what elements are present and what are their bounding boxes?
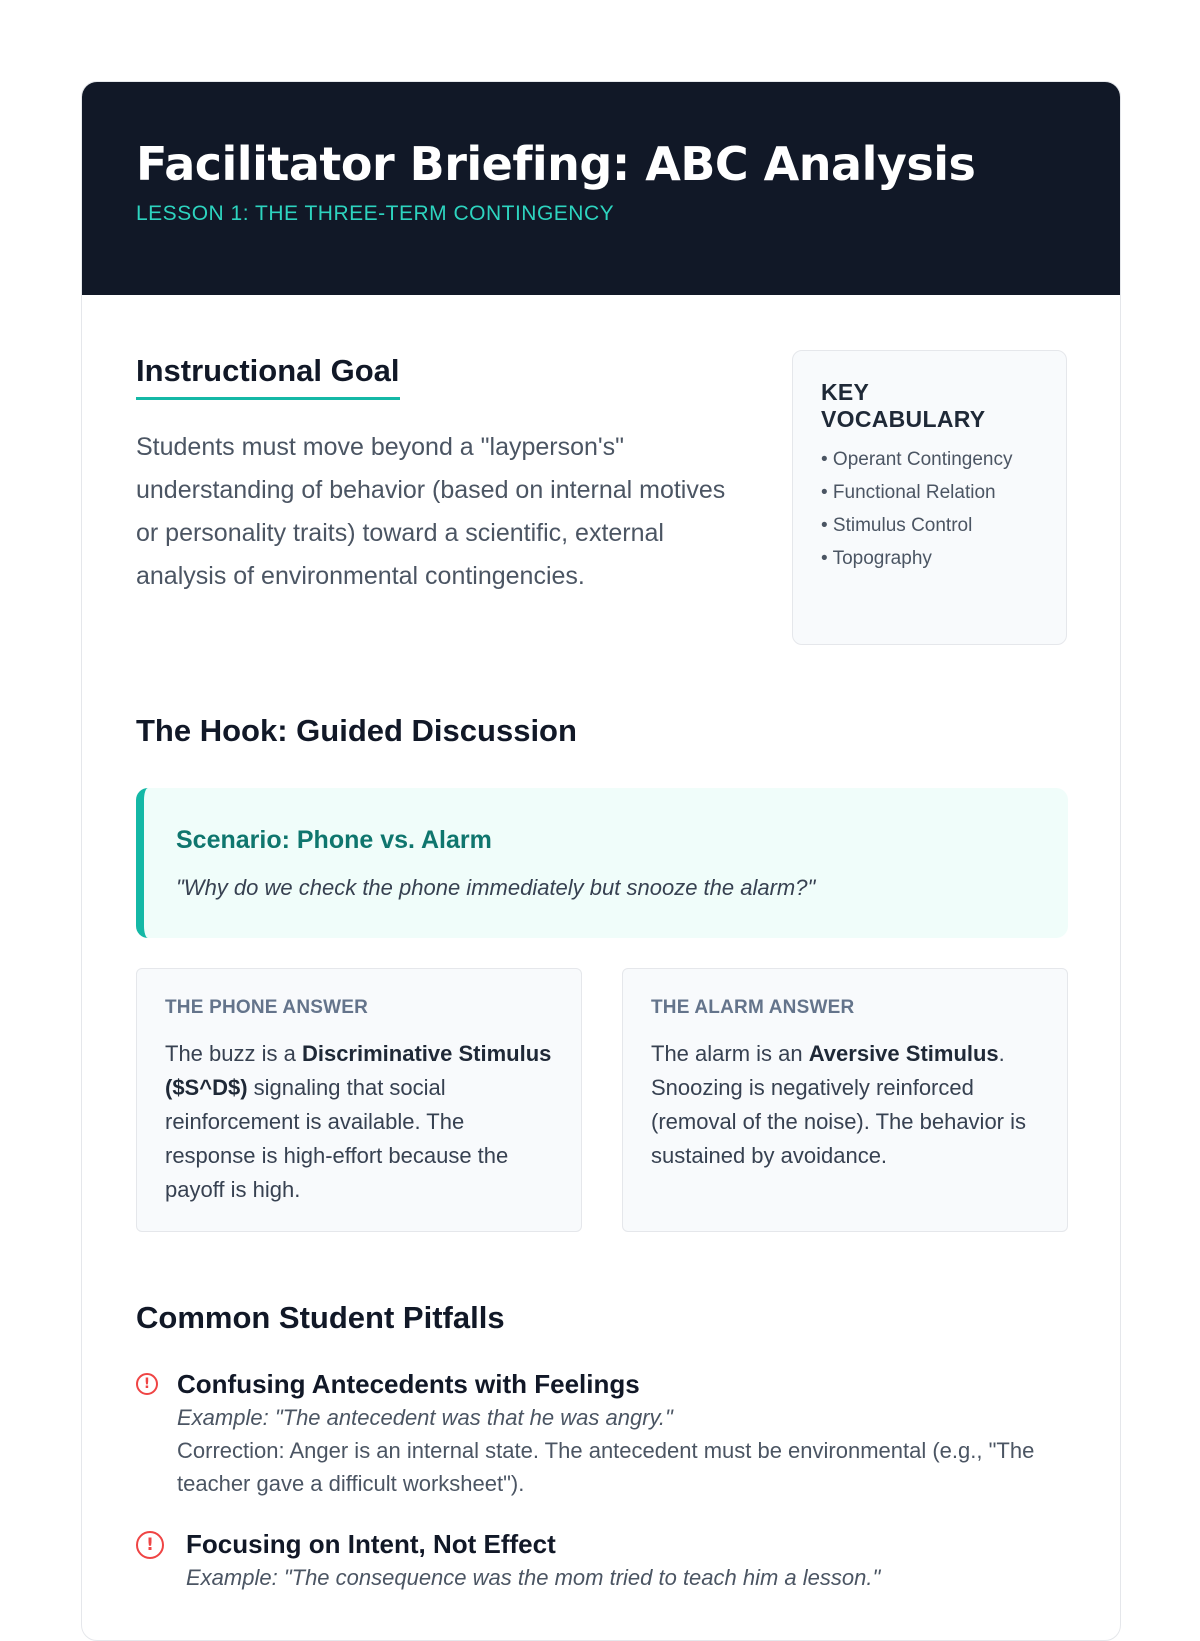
- phone-answer-rest: signaling that social reinforcement is available. The response is high-effort because the payoff is high.: [165, 1075, 509, 1202]
- phone-answer-term: Discriminative Stimulus ($S^D$): [165, 1041, 552, 1100]
- lesson-subtitle: LESSON 1: THE THREE-TERM CONTINGENCY: [136, 202, 615, 225]
- page-title: Facilitator Briefing: ABC Analysis: [136, 137, 976, 191]
- instructional-goal-text: Students must move beyond a "layperson's" understanding of behavior (based on internal motives or personality traits) toward a scientific, external analysis of environmental contingencies.: [136, 433, 726, 590]
- header-banner: [82, 82, 1120, 295]
- phone-answer-text: [165, 1037, 553, 1207]
- alarm-answer-text: [651, 1037, 1039, 1173]
- alert-circle-icon: !: [136, 1531, 164, 1559]
- alarm-answer-lead: The alarm is an: [651, 1041, 809, 1066]
- pitfall-example: Example: "The consequence was the mom tried to teach him a lesson.": [186, 1565, 881, 1590]
- scenario-callout: [136, 788, 1068, 938]
- alarm-answer-rest: . Snoozing is negatively reinforced (removal of the noise). The behavior is sustained by avoidance.: [651, 1041, 1026, 1168]
- phone-answer-card: [136, 968, 582, 1232]
- alarm-answer-heading: THE ALARM ANSWER: [651, 997, 855, 1018]
- pitfall-body: [177, 1367, 1068, 1500]
- pitfall-example: Example: "The antecedent was that he was angry.": [177, 1405, 673, 1430]
- alarm-answer-term: Aversive Stimulus: [808, 1041, 999, 1066]
- scenario-quote: "Why do we check the phone immediately but snooze the alarm?": [176, 875, 816, 900]
- instructional-goal-section: [136, 353, 736, 598]
- vocabulary-list: [821, 447, 1038, 572]
- vocabulary-item: • Stimulus Control: [821, 515, 973, 536]
- pitfall-item: [136, 1367, 1068, 1500]
- briefing-card: [81, 81, 1121, 1641]
- hook-heading: The Hook: Guided Discussion: [136, 713, 577, 748]
- pitfall-item: [136, 1527, 1068, 1594]
- key-vocabulary-box: [792, 350, 1067, 645]
- scenario-title: Scenario: Phone vs. Alarm: [176, 826, 492, 854]
- alert-circle-icon: !: [136, 1373, 158, 1395]
- key-vocabulary-heading: KEY VOCABULARY: [821, 379, 986, 432]
- vocabulary-item: • Topography: [821, 548, 932, 569]
- phone-answer-lead: The buzz is a: [165, 1041, 302, 1066]
- vocabulary-item: • Operant Contingency: [821, 449, 1013, 470]
- alarm-answer-card: [622, 968, 1068, 1232]
- pitfall-title: Confusing Antecedents with Feelings: [177, 1369, 640, 1399]
- pitfall-correction: Correction: Anger is an internal state. The antecedent must be environmental (e.g., "The teacher gave a difficult worksheet").: [177, 1438, 1035, 1496]
- pitfall-body: [186, 1527, 1068, 1594]
- vocabulary-item: • Functional Relation: [821, 482, 996, 503]
- instructional-goal-heading: Instructional Goal: [136, 353, 400, 400]
- pitfalls-heading: Common Student Pitfalls: [136, 1300, 505, 1335]
- pitfall-title: Focusing on Intent, Not Effect: [186, 1529, 556, 1559]
- phone-answer-heading: THE PHONE ANSWER: [165, 997, 369, 1018]
